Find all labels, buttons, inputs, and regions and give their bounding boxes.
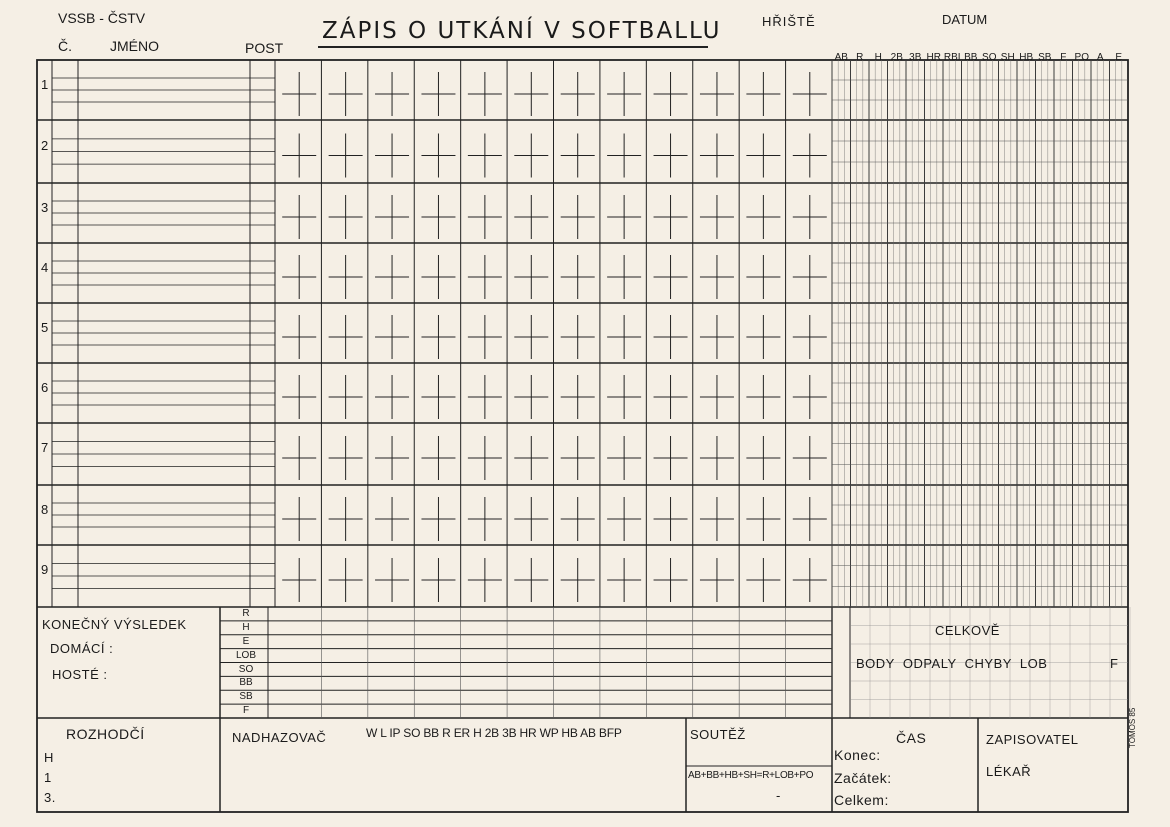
stat-header-f: F xyxy=(1060,52,1067,63)
score-code-h: H xyxy=(242,621,250,633)
batting-order-4: 4 xyxy=(41,259,49,275)
stat-header-a: A xyxy=(1096,52,1104,63)
umpire-home: H xyxy=(44,750,54,765)
batting-order-6: 6 xyxy=(41,379,49,395)
final-score-title: KONEČNÝ VÝSLEDEK xyxy=(42,617,187,632)
stat-header-so: SO xyxy=(982,52,997,63)
scorer-label: ZAPISOVATEL xyxy=(986,732,1079,747)
pitcher-title: NADHAZOVAČ xyxy=(232,730,327,745)
form-border xyxy=(37,60,1128,812)
formula-dash: - xyxy=(776,788,781,803)
batting-order-1: 1 xyxy=(41,76,49,92)
totals-f-label: F xyxy=(1110,656,1119,671)
doctor-label: LÉKAŘ xyxy=(986,764,1032,779)
stat-header-2b: 2B xyxy=(890,52,903,63)
score-code-so: SO xyxy=(238,663,254,675)
time-total-label: Celkem: xyxy=(834,792,889,808)
batting-order-7: 7 xyxy=(41,440,49,456)
totals-columns: BODY ODPALY CHYBY LOB xyxy=(856,656,1048,671)
stat-header-3b: 3B xyxy=(909,52,922,63)
batting-order-5: 5 xyxy=(41,319,49,335)
stat-header-bb: BB xyxy=(964,52,978,63)
stat-header-ab: AB xyxy=(834,52,848,63)
stat-header-po: PO xyxy=(1074,52,1089,63)
stat-header-sh: SH xyxy=(1000,52,1015,63)
form-title: ZÁPIS O UTKÁNÍ V SOFTBALLU xyxy=(322,18,722,44)
score-code-r: R xyxy=(242,608,250,619)
batting-order-3: 3 xyxy=(41,199,49,215)
field-label: HŘIŠTĚ xyxy=(762,14,816,29)
score-code-e: E xyxy=(242,635,250,647)
name-column-header: JMÉNO xyxy=(110,38,159,54)
position-column-header: POST xyxy=(245,40,284,56)
guest-team-label: HOSTÉ : xyxy=(52,667,108,682)
stat-header-h: H xyxy=(874,52,882,63)
date-label: DATUM xyxy=(942,12,988,27)
batting-order-2: 2 xyxy=(41,137,49,153)
stat-header-hr: HR xyxy=(926,52,941,63)
stat-header-hb: HB xyxy=(1019,52,1034,63)
stat-header-r: R xyxy=(856,52,864,63)
print-mark: TOMOS 85 xyxy=(1128,707,1137,748)
score-code-sb: SB xyxy=(239,691,253,703)
verification-formula: AB+BB+HB+SH=R+LOB+PO xyxy=(688,770,814,781)
time-end-label: Konec: xyxy=(834,747,881,763)
score-code-bb: BB xyxy=(239,677,253,689)
score-code-lob: LOB xyxy=(235,649,257,661)
umpires-title: ROZHODČÍ xyxy=(66,726,145,742)
umpire-first: 1 xyxy=(44,770,52,785)
time-start-label: Začátek: xyxy=(834,770,892,786)
title-underline xyxy=(318,46,708,48)
stat-header-e: E xyxy=(1115,52,1123,63)
organization-label: VSSB - ČSTV xyxy=(58,10,146,26)
totals-title: CELKOVĚ xyxy=(935,623,1000,638)
score-code-f: F xyxy=(242,705,250,717)
batting-order-9: 9 xyxy=(41,562,49,578)
stat-header-rbi: RBI xyxy=(943,52,961,63)
home-team-label: DOMÁCÍ : xyxy=(50,641,114,656)
number-column-header: Č. xyxy=(58,38,72,54)
time-title: ČAS xyxy=(896,730,927,746)
umpire-third: 3. xyxy=(44,790,56,805)
pitcher-stats: W L IP SO BB R ER H 2B 3B HR WP HB AB BFP xyxy=(366,726,622,740)
stat-header-sb: SB xyxy=(1038,52,1052,63)
batting-order-8: 8 xyxy=(41,501,49,517)
competition-title: SOUTĚŽ xyxy=(690,727,746,742)
